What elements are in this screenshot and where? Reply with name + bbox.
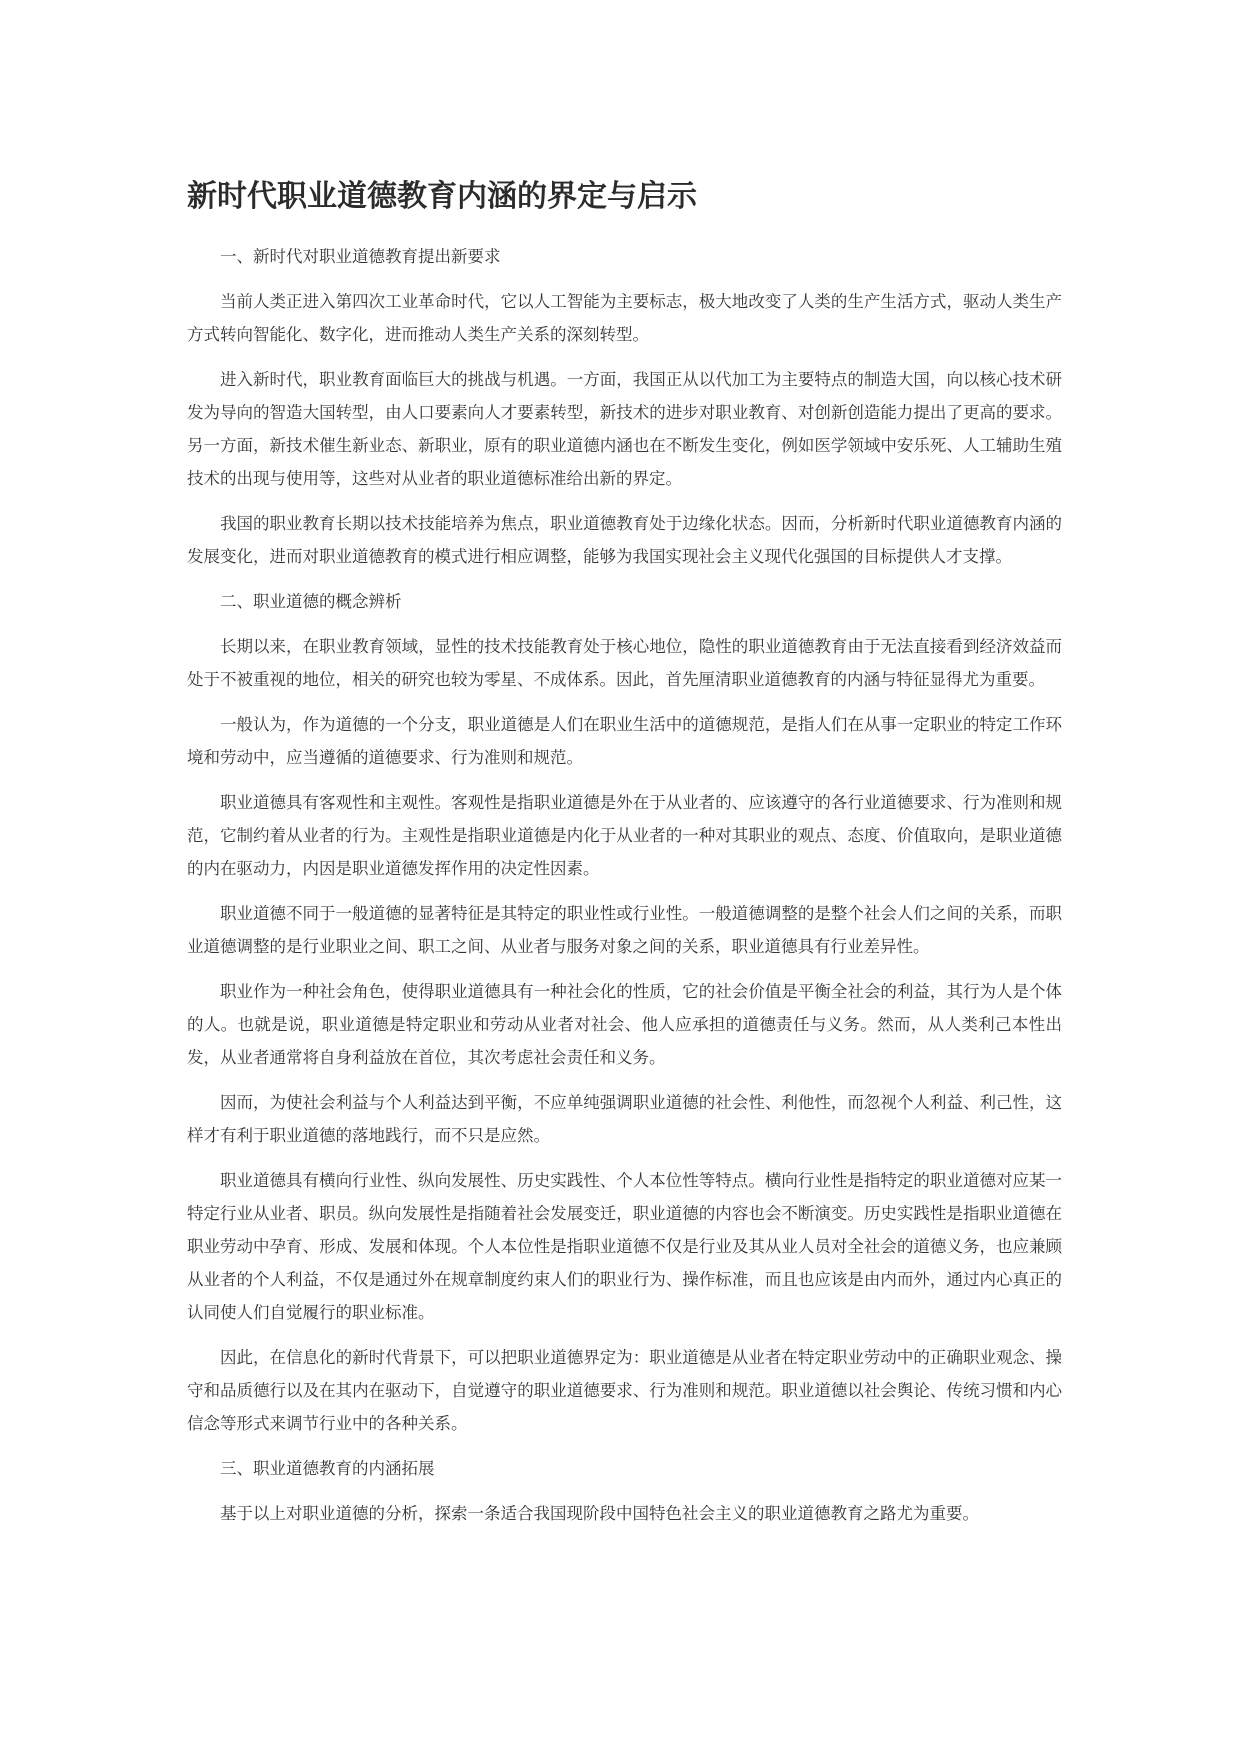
- paragraph: 职业道德不同于一般道德的显著特征是其特定的职业性或行业性。一般道德调整的是整个社会人们之间的关系，而职业道德调整的是行业职业之间、职工之间、从业者与服务对象之间的关系，职业道德具有行业差异性。: [187, 904, 1062, 956]
- paragraph: 职业作为一种社会角色，使得职业道德具有一种社会化的性质，它的社会价值是平衡全社会的利益，其行为人是个体的人。也就是说，职业道德是特定职业和劳动从业者对社会、他人应承担的道德责任与义务。然而，从人类利己本性出发，从业者通常将自身利益放在首位，其次考虑社会责任和义务。: [187, 982, 1062, 1067]
- document-title: 新时代职业道德教育内涵的界定与启示: [187, 179, 697, 214]
- document-body: [187, 174, 1062, 1542]
- paragraph: 因而，为使社会利益与个人利益达到平衡，不应单纯强调职业道德的社会性、利他性，而忽视个人利益、利己性，这样才有利于职业道德的落地践行，而不只是应然。: [187, 1093, 1062, 1145]
- section-heading-3: 三、职业道德教育的内涵拓展: [220, 1459, 435, 1478]
- paragraph: 一般认为，作为道德的一个分支，职业道德是人们在职业生活中的道德规范，是指人们在从事一定职业的特定工作环境和劳动中，应当遵循的道德要求、行为准则和规范。: [187, 715, 1062, 767]
- paragraph: 当前人类正进入第四次工业革命时代，它以人工智能为主要标志，极大地改变了人类的生产生活方式，驱动人类生产方式转向智能化、数字化，进而推动人类生产关系的深刻转型。: [187, 292, 1062, 344]
- paragraph: 职业道德具有横向行业性、纵向发展性、历史实践性、个人本位性等特点。横向行业性是指特定的职业道德对应某一特定行业从业者、职员。纵向发展性是指随着社会发展变迁，职业道德的内容也会不断演变。历史实践性是指职业道德在职业劳动中孕育、形成、发展和体现。个人本位性是指职业道德不仅是行业及其从业人员对全社会的道德义务，也应兼顾从业者的个人利益，不仅是通过外在规章制度约束人们的职业行为、操作标准，而且也应该是由内而外，通过内心真正的认同使人们自觉履行的职业标准。: [187, 1171, 1062, 1322]
- paragraph: 基于以上对职业道德的分析，探索一条适合我国现阶段中国特色社会主义的职业道德教育之路尤为重要。: [220, 1504, 979, 1523]
- paragraph: 进入新时代，职业教育面临巨大的挑战与机遇。一方面，我国正从以代加工为主要特点的制造大国，向以核心技术研发为导向的智造大国转型，由人口要素向人才要素转型，新技术的进步对职业教育、对创新创造能力提出了更高的要求。另一方面，新技术催生新业态、新职业，原有的职业道德内涵也在不断发生变化，例如医学领域中安乐死、人工辅助生殖技术的出现与使用等，这些对从业者的职业道德标准给出新的界定。: [187, 370, 1062, 488]
- paragraph: 因此，在信息化的新时代背景下，可以把职业道德界定为：职业道德是从业者在特定职业劳动中的正确职业观念、操守和品质德行以及在其内在驱动下，自觉遵守的职业道德要求、行为准则和规范。职业道德以社会舆论、传统习惯和内心信念等形式来调节行业中的各种关系。: [187, 1348, 1062, 1433]
- section-heading-2: 二、职业道德的概念辨析: [220, 592, 402, 611]
- paragraph: 我国的职业教育长期以技术技能培养为焦点，职业道德教育处于边缘化状态。因而，分析新时代职业道德教育内涵的发展变化，进而对职业道德教育的模式进行相应调整，能够为我国实现社会主义现代化强国的目标提供人才支撑。: [187, 514, 1062, 566]
- paragraph: 职业道德具有客观性和主观性。客观性是指职业道德是外在于从业者的、应该遵守的各行业道德要求、行为准则和规范，它制约着从业者的行为。主观性是指职业道德是内化于从业者的一种对其职业的观点、态度、价值取向，是职业道德的内在驱动力，内因是职业道德发挥作用的决定性因素。: [187, 793, 1062, 878]
- section-heading-1: 一、新时代对职业道德教育提出新要求: [220, 247, 501, 266]
- paragraph: 长期以来，在职业教育领域，显性的技术技能教育处于核心地位，隐性的职业道德教育由于无法直接看到经济效益而处于不被重视的地位，相关的研究也较为零星、不成体系。因此，首先厘清职业道德教育的内涵与特征显得尤为重要。: [187, 637, 1062, 689]
